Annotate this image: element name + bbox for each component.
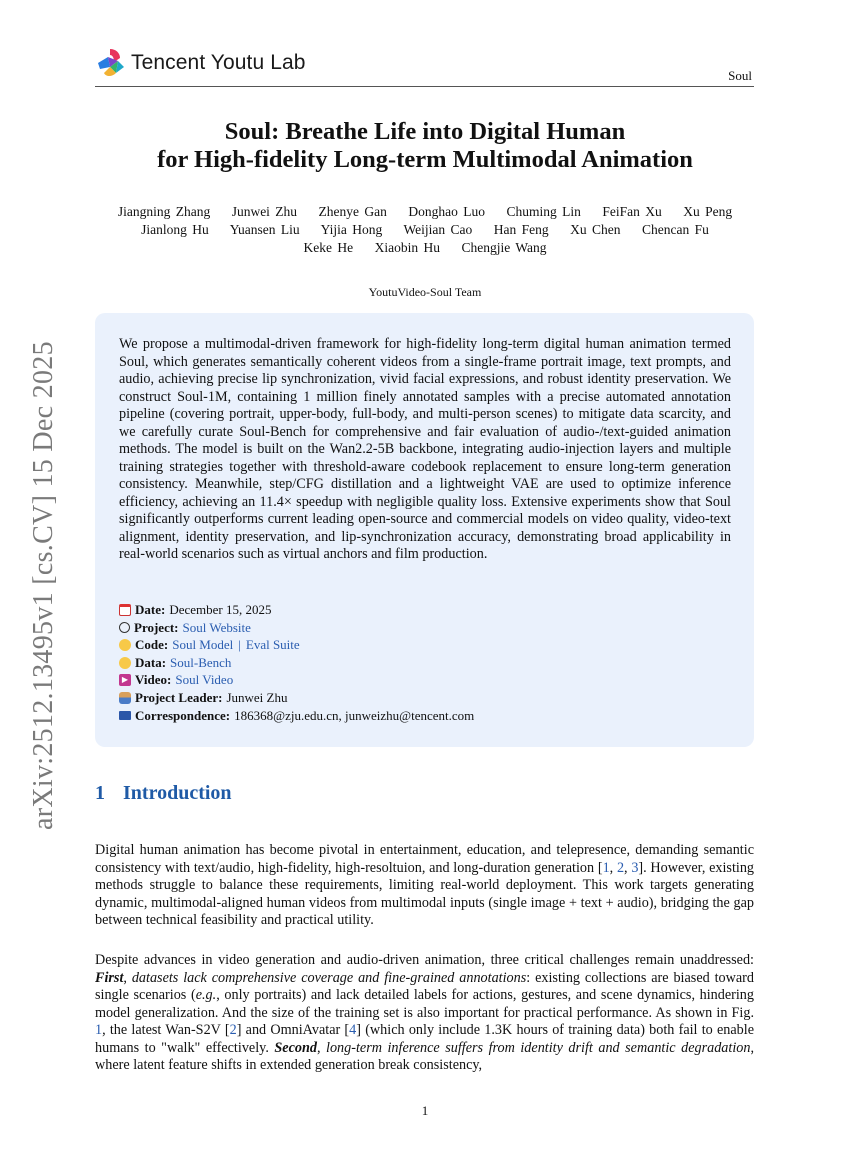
code-link-model[interactable]: Soul Model <box>172 637 234 653</box>
intro-paragraph-2: Despite advances in video generation and audio-driven animation, three critical challenges remain unaddressed: First, datasets lack comprehensive coverage and fine-grained annotations: existing collections are biased toward single scenarios (e.g., only portraits) and lack detailed labels for actions, gestures, and scene dynamics, hindering model generalization. And the size of the training set is also important for practical performance. As shown in Fig. 1, the latest Wan-S2V [2] and OmniAvatar [4] (which only include 1.3K hours of training data) both fail to enable humans to "walk" effectively. Second, long-term inference suffers from identity drift and semantic degradation, where latent feature shifts in extended generation break consistency, <box>95 952 755 1073</box>
running-head: Soul <box>728 68 752 83</box>
author-line-2: Jianlong Hu Yuansen Liu Yijia Hong Weijian Cao Han Feng Xu Chen Chencan Fu <box>141 222 709 237</box>
section-heading-introduction <box>95 782 232 805</box>
meta-data <box>119 654 731 672</box>
calendar-icon <box>119 604 131 616</box>
arxiv-stamp: arXiv:2512.13495v1 [cs.CV] 15 Dec 2025 <box>28 341 59 830</box>
p2-first-emphasis: datasets lack comprehensive coverage and fine-grained annotations <box>131 969 527 986</box>
video-label: Video: <box>135 672 172 688</box>
title-line-2: for High-fidelity Long-term Multimodal Animation <box>157 146 693 173</box>
meta-date <box>119 601 731 619</box>
video-icon: ▶ <box>119 674 131 686</box>
author-line-3: Keke He Xiaobin Hu Chengjie Wang <box>303 240 547 255</box>
team-icon <box>119 692 131 704</box>
meta-leader <box>119 689 731 707</box>
p1-text-b: ]. However, existing methods struggle to balance these requirements, limiting real-world deployment. This work targets generating dynamic, multimodal-aligned human videos from multimodal inputs (single image + text + audio), bridging the gap between technical feasibility and practical utility. <box>95 859 755 928</box>
project-link[interactable]: Soul Website <box>182 619 251 635</box>
citation-3[interactable]: 3 <box>631 859 639 876</box>
meta-project <box>119 619 731 637</box>
data-link[interactable]: Soul-Bench <box>170 654 232 670</box>
code-link-eval[interactable]: Eval Suite <box>245 637 300 653</box>
p2-text-a: Despite advances in video generation and audio-driven animation, three critical challenges remain unaddressed: <box>95 952 754 968</box>
citation-wan[interactable]: 2 <box>229 1022 237 1038</box>
meta-video <box>119 671 731 689</box>
envelope-icon <box>119 711 131 720</box>
project-label: Project: <box>134 619 179 635</box>
hugging-face-icon <box>119 639 131 651</box>
date-value: December 15, 2025 <box>169 602 272 617</box>
intro-paragraph-1: Digital human animation has become pivotal in entertainment, education, and telepresence, demanding semantic consistency with text/audio, high-fidelity, high-resoltuion, and long-duration generation [1, 2, 3]. However, existing methods struggle to balance these requirements, limiting real-world deployment. This work targets generating dynamic, multimodal-aligned human videos from multimodal inputs (single image + text + audio), bridging the gap between technical feasibility and practical utility. <box>95 842 755 928</box>
tencent-youtu-logo <box>96 46 306 80</box>
code-label: Code: <box>135 637 169 653</box>
page-number: 1 <box>421 1103 429 1118</box>
paper-title <box>95 118 755 174</box>
header-rule <box>95 86 754 87</box>
citation-omni[interactable]: 4 <box>349 1022 357 1038</box>
p2-text-b: : existing collections are biased toward single scenarios ( <box>95 969 754 1003</box>
date-label: Date: <box>135 602 166 617</box>
abstract-text: We propose a multimodal-driven framework for high-fidelity long-term digital human animation termed Soul, which generates semantically coherent videos from a single-frame portrait image, text prompts, and audio, achieving precise lip synchronization, vivid facial expressions, and robust identity preservation. We construct Soul-1M, containing 1 million finely annotated samples with a precise automated annotation pipeline (covering portrait, upper-body, full-body, and multi-person scenes) to mitigate data scarcity, and we carefully curate Soul-Bench for comprehensive and fair evaluation of audio-/text-guided animation methods. The model is built on the Wan2.2-5B backbone, integrating audio-injection layers and multiple training strategies together with threshold-aware codebook replacement to ensure long-term generation consistency. Meanwhile, step/CFG distillation and a lightweight VAE are used to optimize inference efficiency, achieving an 11.4× speedup with negligible quality loss. Extensive experiments show that Soul significantly outperforms current leading open-source and commercial models on video quality, video-text alignment, identity preservation, and lip-synchronization accuracy, demonstrating broad applicability in real-world scenarios such as virtual anchors and film production. <box>119 336 731 562</box>
author-line-1: Jiangning Zhang Junwei Zhu Zhenye Gan Donghao Luo Chuming Lin FeiFan Xu Xu Peng <box>117 204 733 219</box>
correspondence-value: 186368@zju.edu.cn, junweizhu@tencent.com <box>234 707 475 723</box>
title-line-1: Soul: Breathe Life into Digital Human <box>224 118 626 145</box>
tencent-logo-icon <box>96 47 126 79</box>
leader-value: Junwei Zhu <box>226 689 288 705</box>
p2-text-f: ] (which only include 1.3K hours of training data) both fail to enable humans to "walk" effectively. <box>95 1022 754 1056</box>
video-link[interactable]: Soul Video <box>175 672 234 688</box>
meta-correspondence <box>119 707 731 725</box>
citation-2[interactable]: 2 <box>616 859 625 876</box>
p2-second: Second <box>274 1039 317 1056</box>
team-name: YoutuVideo-Soul Team <box>368 285 482 299</box>
code-separator: | <box>238 637 241 653</box>
correspondence-label: Correspondence: <box>135 707 231 723</box>
globe-icon <box>119 622 130 633</box>
paper-metadata <box>119 601 731 724</box>
logo-text: Tencent Youtu Lab <box>131 51 306 74</box>
p2-first: First <box>95 969 124 986</box>
data-label: Data: <box>135 654 167 670</box>
author-list <box>95 203 755 257</box>
leader-label: Project Leader: <box>135 689 223 705</box>
section-number: 1 <box>95 782 105 804</box>
citation-1[interactable]: 1 <box>602 859 610 876</box>
p2-second-emphasis: long-term inference suffers from identity drift and semantic degradation <box>326 1039 751 1056</box>
figure-ref-1[interactable]: 1 <box>95 1022 103 1038</box>
section-title: Introduction <box>123 782 232 804</box>
p1-text-a: Digital human animation has become pivotal in entertainment, education, and telepresence, demanding semantic consistency with text/audio, high-fidelity, high-resoltuion, and long-duration generation [ <box>95 842 754 876</box>
meta-code <box>119 636 731 654</box>
p2-eg: e.g. <box>195 987 217 1003</box>
p2-text-e: ] and OmniAvatar [ <box>236 1022 350 1038</box>
hugging-face-icon <box>119 657 131 669</box>
p2-text-g: , where latent feature shifts in extended generation break consistency, <box>95 1039 755 1073</box>
p2-text-d: , the latest Wan-S2V [ <box>102 1022 230 1038</box>
p2-text-c: , only portraits) and lack detailed labels for actions, gestures, and scene dynamics, hindering model generalization. And the size of the training set is also important for practical performance. As shown in Fig. <box>95 987 754 1021</box>
